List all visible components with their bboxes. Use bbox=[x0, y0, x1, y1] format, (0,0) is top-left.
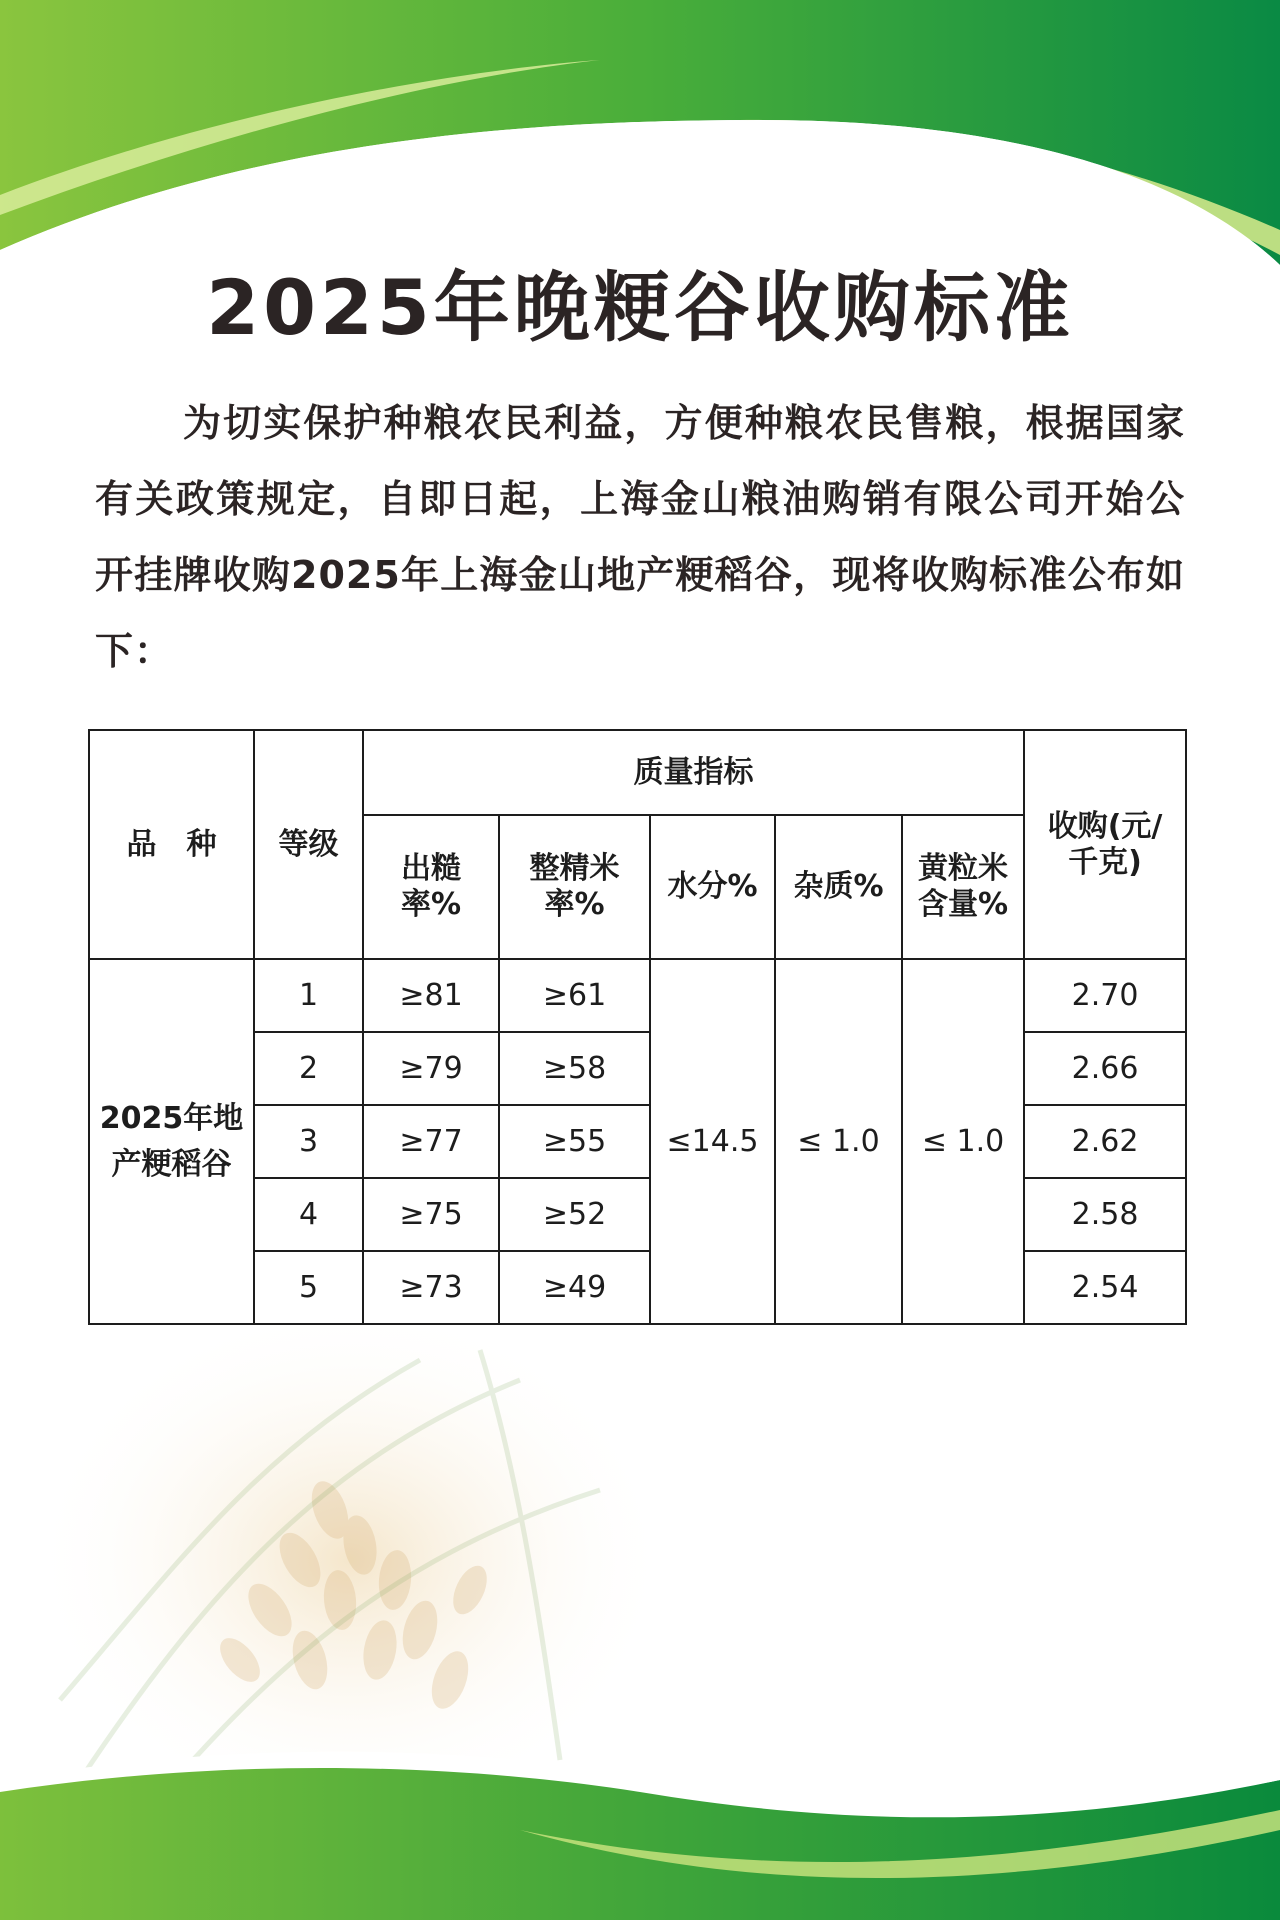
variety-line1: 2025年地 bbox=[99, 1100, 244, 1136]
page-title: 2025年晚粳谷收购标准 bbox=[206, 263, 1074, 352]
moisture-cell: ≤14.5 bbox=[650, 959, 775, 1324]
header-yellow-rice bbox=[902, 815, 1024, 959]
price-cell: 2.54 bbox=[1024, 1251, 1186, 1324]
header-yellow-line2: 含量% bbox=[917, 887, 1009, 922]
grade-cell: 5 bbox=[254, 1251, 363, 1324]
grade-cell: 4 bbox=[254, 1178, 363, 1251]
header-grade: 等级 bbox=[254, 730, 363, 959]
head-rice-rate-cell: ≥58 bbox=[499, 1032, 650, 1105]
head-rice-rate-cell: ≥55 bbox=[499, 1105, 650, 1178]
head-rice-rate-cell: ≥61 bbox=[499, 959, 650, 1032]
header-husk-rate bbox=[363, 815, 499, 959]
variety-cell bbox=[89, 959, 254, 1324]
head-rice-rate-cell: ≥52 bbox=[499, 1178, 650, 1251]
grade-cell: 3 bbox=[254, 1105, 363, 1178]
header-moisture: 水分% bbox=[650, 815, 775, 959]
husk-rate-cell: ≥81 bbox=[363, 959, 499, 1032]
header-impurity: 杂质% bbox=[775, 815, 902, 959]
price-cell: 2.62 bbox=[1024, 1105, 1186, 1178]
grade-cell: 2 bbox=[254, 1032, 363, 1105]
intro-paragraph: 为切实保护种粮农民利益，方便种粮农民售粮，根据国家有关政策规定，自即日起，上海金山粮油购销有限公司开始公开挂牌收购2025年上海金山地产粳稻谷，现将收购标准公布如下： bbox=[95, 401, 1185, 673]
husk-rate-cell: ≥79 bbox=[363, 1032, 499, 1105]
price-cell: 2.66 bbox=[1024, 1032, 1186, 1105]
price-cell: 2.70 bbox=[1024, 959, 1186, 1032]
husk-rate-cell: ≥75 bbox=[363, 1178, 499, 1251]
husk-rate-cell: ≥77 bbox=[363, 1105, 499, 1178]
header-husk-line2: 率% bbox=[400, 887, 462, 922]
yellow-rice-cell: ≤ 1.0 bbox=[902, 959, 1024, 1324]
grade-cell: 1 bbox=[254, 959, 363, 1032]
header-variety: 品 种 bbox=[89, 730, 254, 959]
header-yellow-line1: 黄粒米 bbox=[918, 851, 1009, 886]
husk-rate-cell: ≥73 bbox=[363, 1251, 499, 1324]
price-cell: 2.58 bbox=[1024, 1178, 1186, 1251]
header-price-line2: 千克) bbox=[1068, 844, 1142, 880]
purchase-standard-table bbox=[88, 729, 1187, 1325]
header-quality-group: 质量指标 bbox=[363, 730, 1024, 815]
impurity-cell: ≤ 1.0 bbox=[775, 959, 902, 1324]
header-head-rice-line1: 整精米 bbox=[529, 851, 620, 886]
header-price bbox=[1024, 730, 1186, 959]
header-husk-line1: 出糙 bbox=[401, 851, 461, 886]
header-head-rice-line2: 率% bbox=[544, 887, 605, 922]
variety-line2: 产粳稻谷 bbox=[111, 1146, 232, 1182]
head-rice-rate-cell: ≥49 bbox=[499, 1251, 650, 1324]
table-row bbox=[89, 959, 1186, 1032]
header-price-line1: 收购(元/ bbox=[1047, 808, 1163, 844]
header-head-rice-rate bbox=[499, 815, 650, 959]
